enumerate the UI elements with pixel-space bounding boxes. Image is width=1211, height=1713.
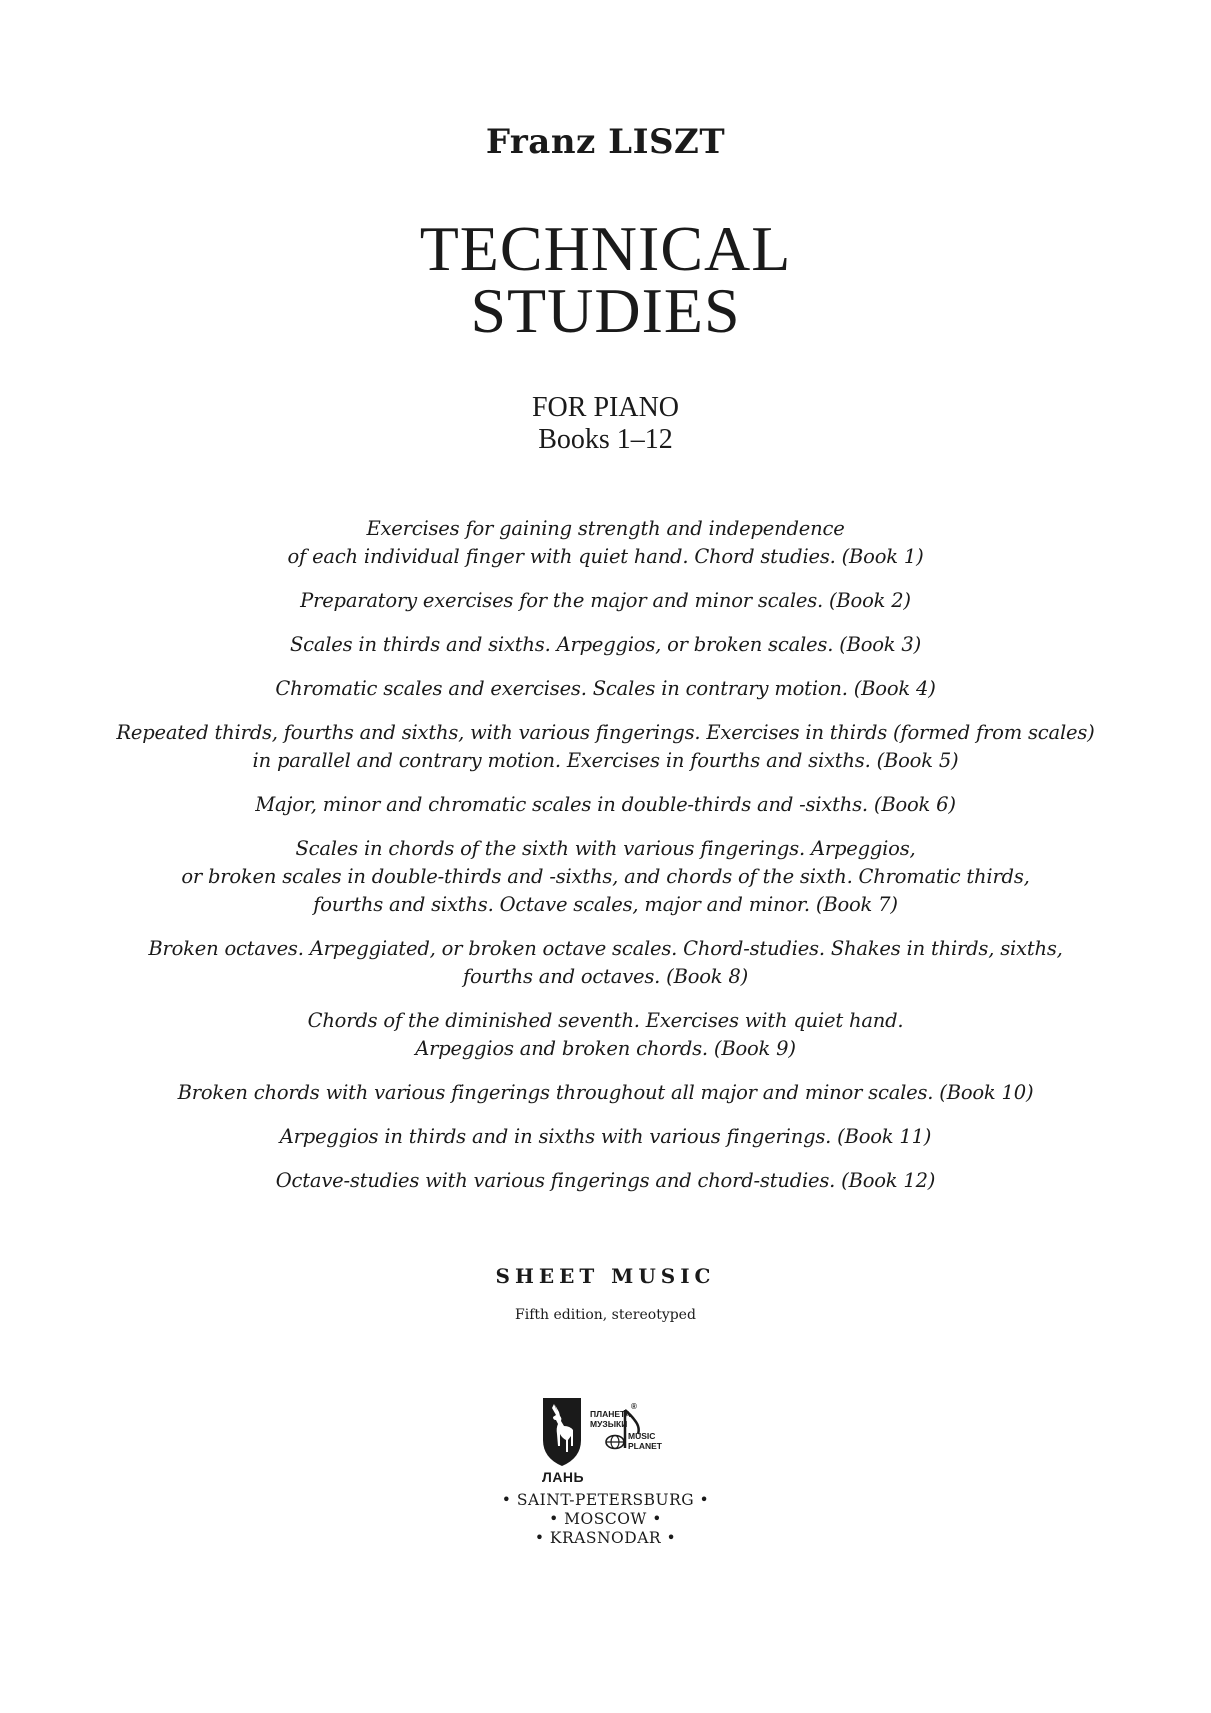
contents-entry-line: of each individual finger with quiet hand. Chord studies. (Book 1)	[287, 545, 924, 568]
contents-entry	[0, 515, 1211, 571]
contents-entry-line: Preparatory exercises for the major and minor scales. (Book 2)	[300, 589, 911, 612]
contents-entry	[0, 1167, 1211, 1195]
contents-entry	[0, 1079, 1211, 1107]
contents-entry-line: Repeated thirds, fourths and sixths, with various fingerings. Exercises in thirds (formed from scales)	[116, 721, 1095, 744]
contents-entry-line: Arpeggios in thirds and in sixths with various fingerings. (Book 11)	[279, 1125, 932, 1148]
planet-ru-line-1: ПЛАНЕТА	[590, 1409, 631, 1419]
subtitle-instrument: FOR PIANO	[531, 392, 680, 423]
city-1: • SAINT-PETERSBURG •	[501, 1491, 710, 1509]
contents-entry	[0, 675, 1211, 703]
contents-entry-line: Scales in chords of the sixth with various fingerings. Arpeggios,	[295, 837, 916, 860]
contents-entry-line: fourths and sixths. Octave scales, major and minor. (Book 7)	[313, 893, 898, 916]
contents-entry-line: Broken chords with various fingerings throughout all major and minor scales. (Book 10)	[177, 1081, 1034, 1104]
sheet-music-label: SHEET MUSIC	[495, 1264, 716, 1288]
planet-en-line-2: PLANET	[628, 1441, 662, 1451]
contents-entry	[0, 935, 1211, 991]
planet-en-line-1: MUSIC	[628, 1431, 656, 1441]
globe-icon	[604, 1434, 626, 1450]
contents-list	[0, 515, 1211, 1211]
city-2: • MOSCOW •	[549, 1510, 662, 1528]
contents-entry-line: Broken octaves. Arpeggiated, or broken octave scales. Chord-studies. Shakes in thirds, sixths,	[148, 937, 1063, 960]
city-3: • KRASNODAR •	[534, 1529, 677, 1547]
contents-entry-line: Scales in thirds and sixths. Arpeggios, or broken scales. (Book 3)	[289, 633, 922, 656]
contents-entry	[0, 791, 1211, 819]
publisher-cities	[0, 1491, 1211, 1548]
title-line-1: TECHNICAL	[419, 213, 792, 284]
lan-wordmark: ЛАНЬ	[542, 1469, 585, 1485]
contents-entry-line: fourths and octaves. (Book 8)	[462, 965, 749, 988]
contents-entry-line: Octave-studies with various fingerings and chord-studies. (Book 12)	[275, 1169, 936, 1192]
contents-entry	[0, 1007, 1211, 1063]
contents-entry	[0, 1123, 1211, 1151]
book-subtitle	[0, 392, 1211, 456]
title-line-2: STUDIES	[470, 275, 741, 346]
planet-ru-line-2: МУЗЫКИ	[590, 1419, 628, 1429]
contents-entry-line: Exercises for gaining strength and independence	[366, 517, 845, 540]
contents-entry-line: Chords of the diminished seventh. Exercises with quiet hand.	[307, 1009, 904, 1032]
publisher-logos	[540, 1396, 680, 1486]
contents-entry-line: in parallel and contrary motion. Exercises in fourths and sixths. (Book 5)	[252, 749, 959, 772]
book-title	[0, 213, 1211, 346]
composer-name: Franz LISZT	[485, 122, 726, 162]
subtitle-books: Books 1–12	[538, 424, 673, 455]
contents-entry	[0, 587, 1211, 615]
contents-entry	[0, 719, 1211, 775]
contents-entry-line: or broken scales in double-thirds and -sixths, and chords of the sixth. Chromatic thirds,	[181, 865, 1030, 888]
registered-mark: ®	[631, 1402, 637, 1411]
contents-entry-line: Chromatic scales and exercises. Scales in contrary motion. (Book 4)	[275, 677, 936, 700]
contents-entry-line: Major, minor and chromatic scales in double-thirds and -sixths. (Book 6)	[255, 793, 956, 816]
contents-entry	[0, 631, 1211, 659]
contents-entry	[0, 835, 1211, 919]
edition-note: Fifth edition, stereotyped	[515, 1307, 696, 1323]
contents-entry-line: Arpeggios and broken chords. (Book 9)	[415, 1037, 796, 1060]
